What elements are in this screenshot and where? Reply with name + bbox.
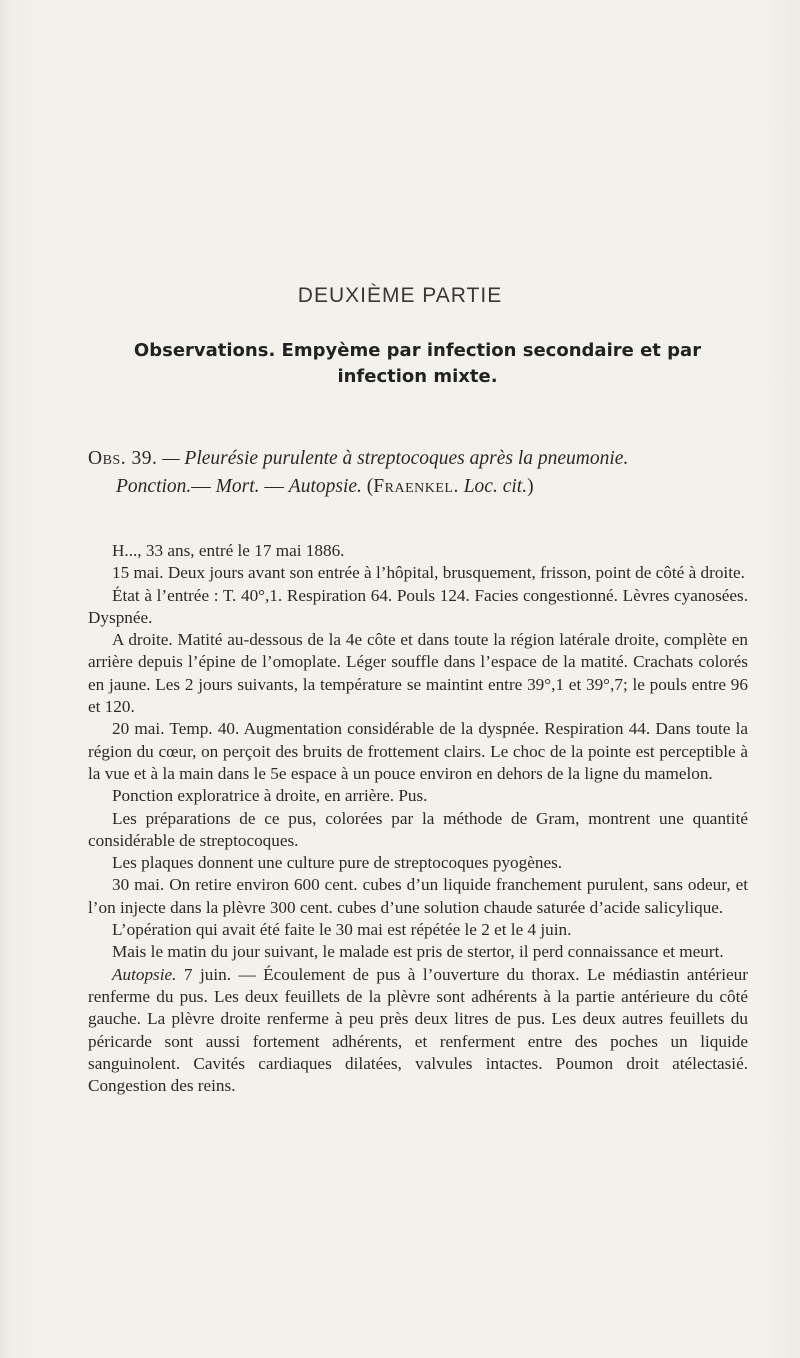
observation-title-dash2: — [259,476,289,497]
paragraph-culture: Les plaques donnent une culture pure de streptocoques pyogènes. [112,853,563,873]
chapter-title: Observations. Empyème par infection secondaire et par infection mixte. [133,340,702,387]
observation-title-mort: Mort. [215,476,260,497]
part-title: DEUXIÈME PARTIE [297,284,503,307]
paragraph-may-30: 30 mai. On retire environ 600 cent. cubes d’un liquide franchement purulent, sans odeur, et l’on injecte dans la plèvre 300 cent. cubes d’une solution chaude saturée d’acide salicylique. [88,875,748,917]
paragraph-state-on-entry: État à l’entrée : T. 40°,1. Respiration 64. Pouls 124. Facies congestionné. Lèvres cyanosées. Dyspnée. [88,585,748,627]
observation-title-autopsie: Autopsie. [288,476,362,497]
autopsy-label: Autopsie. [112,964,177,984]
paragraph-death: Mais le matin du jour suivant, le malade est pris de stertor, il perd connaissance et meurt. [112,942,724,962]
autopsy-text: 7 juin. — Écoulement de pus à l’ouverture du thorax. Le médiastin antérieur renferme du pus. Les deux feuillets de la plèvre sont adhérents à la partie antérieure du côté gauche. La plèvre droite renferme à peu près deux litres de pus. Les deux autres feuillets du péricarde sont aussi fortement adhérents, et renferment entre des poches un liquide sanguinolent. Cavités cardiaques dilatées, valvules intactes. Poumon droit atélectasié. Congestion des reins. [88,964,748,1096]
source-reference: Loc. cit. [458,476,528,497]
source-close-paren: ) [527,476,534,497]
paragraph-right-side-exam: A droite. Matité au-dessous de la 4e côte et dans toute la région latérale droite, complète en arrière depuis l’épine de l’omoplate. Léger souffle dans l’espace de la matité. Crachats colorés en jaune. Les 2 jours suivants, la température se maintint entre 39°,1 et 39°,7; le pouls entre 96 et 120. [88,630,748,717]
paragraph-onset: 15 mai. Deux jours avant son entrée à l’hôpital, brusquement, frisson, point de côté à droite. [112,563,745,583]
observation-heading [88,445,748,501]
source-open-paren: ( [361,476,374,497]
paragraph-puncture: Ponction exploratrice à droite, en arrière. Pus. [112,786,428,806]
observation-title-line1: — Pleurésie purulente à streptocoques après la pneumonie. [162,448,629,469]
paragraph-gram-stain: Les préparations de ce pus, colorées par la méthode de Gram, montrent une quantité considérable de streptocoques. [88,808,748,850]
paragraph-may-20: 20 mai. Temp. 40. Augmentation considérable de la dyspnée. Respiration 44. Dans toute la région du cœur, on perçoit des bruits de frottement clairs. Le choc de la pointe est perceptible à la vue et à la main dans le 5e espace à un pouce environ en dehors de la ligne du mamelon. [88,719,748,783]
source-author: Fraenkel. [373,476,459,497]
observation-body [88,540,748,1097]
observation-title-line2 [88,473,748,501]
observation-number: Obs. 39. [88,448,158,469]
observation-title-ponction: Ponction. [116,476,192,497]
observation-title-dash1: — [191,476,216,497]
paragraph-autopsy [88,964,748,1098]
paragraph-admission: H..., 33 ans, entré le 17 mai 1886. [112,541,345,560]
paragraph-repeat-operation: L’opération qui avait été faite le 30 mai est répétée le 2 et le 4 juin. [112,920,572,940]
